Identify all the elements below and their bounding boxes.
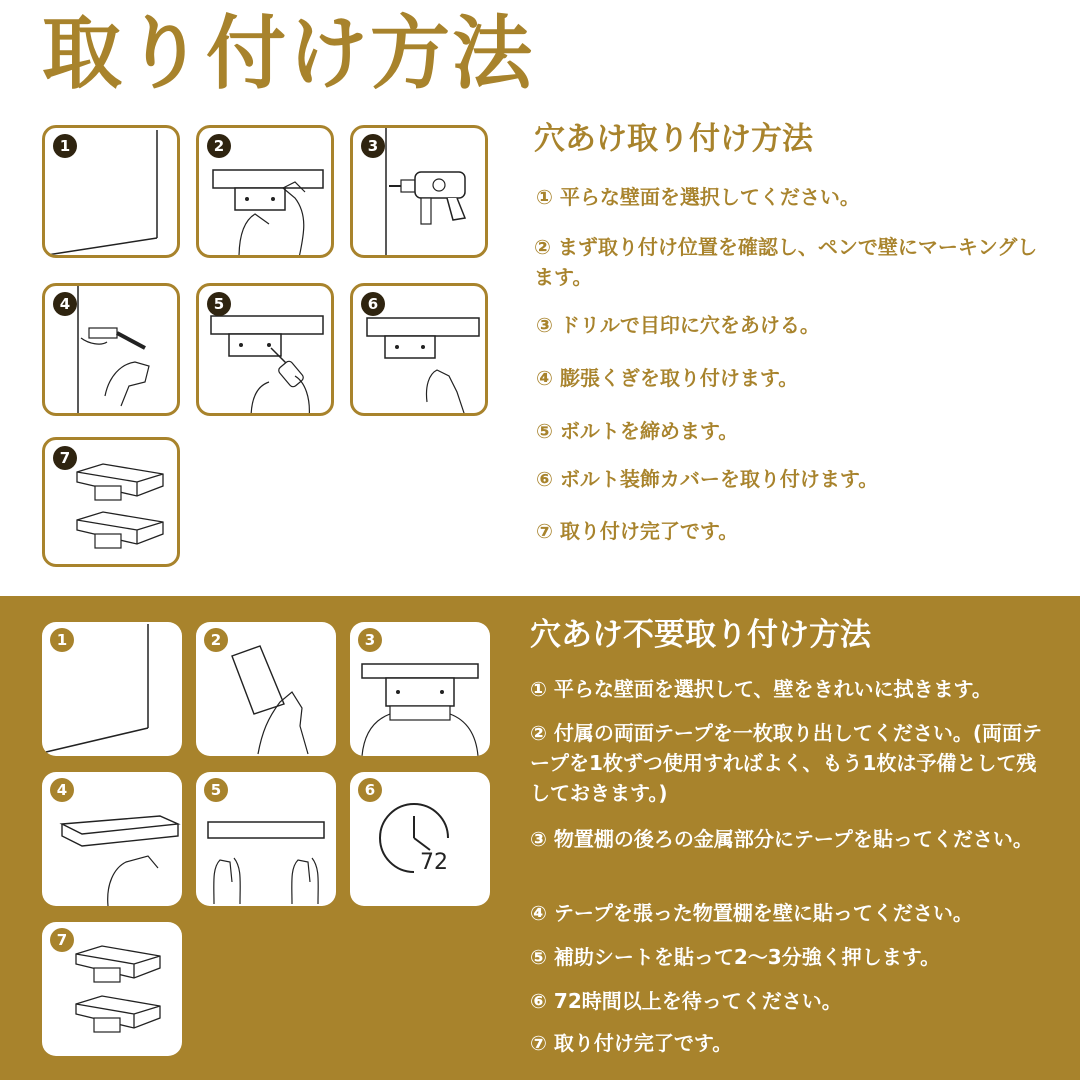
step-number-badge: 4 [53, 292, 77, 316]
drill-step-1: ① 平らな壁面を選択してください。 [536, 185, 860, 209]
nodrill-step-4: ④ テープを張った物置棚を壁に貼ってください。 [530, 901, 973, 925]
nodrill-panel-5 [196, 772, 336, 906]
drill-panel-2 [196, 125, 334, 258]
step-number-badge: 6 [358, 778, 382, 802]
drill-step-6: ⑥ ボルト装飾カバーを取り付けます。 [536, 467, 879, 491]
nodrill-step-2: ② 付属の両面テープを一枚取り出してください。(両面テープを1枚ずつ使用すればよく、もう1枚は予備として残しておきます。) [530, 721, 1043, 805]
step-number-badge: 5 [204, 778, 228, 802]
nodrill-panel-1 [42, 622, 182, 756]
nodrill-panel-4 [42, 772, 182, 906]
nodrill-step-1: ① 平らな壁面を選択して、壁をきれいに拭きます。 [530, 677, 992, 701]
nodrill-panel-3 [350, 622, 490, 756]
drill-panel-7 [42, 437, 180, 567]
step-number-badge: 5 [207, 292, 231, 316]
step-number-badge: 2 [204, 628, 228, 652]
drill-step-4: ④ 膨張くぎを取り付けます。 [536, 366, 799, 390]
step-number-badge: 4 [50, 778, 74, 802]
drill-panel-3 [350, 125, 488, 258]
step-number-badge: 3 [361, 134, 385, 158]
nodrill-step-3: ③ 物置棚の後ろの金属部分にテープを貼ってください。 [530, 827, 1033, 851]
nodrill-step-5: ⑤ 補助シートを貼って2〜3分強く押します。 [530, 945, 941, 969]
step-number-badge: 2 [207, 134, 231, 158]
drill-step-3: ③ ドリルで目印に穴をあける。 [536, 313, 820, 337]
nodrill-section-title: 穴あけ不要取り付け方法 [530, 617, 871, 653]
drill-panel-5 [196, 283, 334, 416]
step-number-badge: 1 [53, 134, 77, 158]
drill-step-2: ② まず取り付け位置を確認し、ペンで壁にマーキングします。 [534, 235, 1038, 289]
drill-panel-1 [42, 125, 180, 258]
drill-section-title: 穴あけ取り付け方法 [534, 121, 813, 157]
step-number-badge: 3 [358, 628, 382, 652]
step-number-badge: 6 [361, 292, 385, 316]
step-number-badge: 7 [50, 928, 74, 952]
drill-step-7: ⑦ 取り付け完了です。 [536, 519, 739, 543]
clock-label: 72 [420, 850, 448, 875]
drill-panel-4 [42, 283, 180, 416]
nodrill-panel-2 [196, 622, 336, 756]
drill-panel-6 [350, 283, 488, 416]
nodrill-panel-7 [42, 922, 182, 1056]
nodrill-step-7: ⑦ 取り付け完了です。 [530, 1031, 733, 1055]
step-number-badge: 1 [50, 628, 74, 652]
page-title: 取り付け方法 [42, 7, 534, 100]
drill-step-5: ⑤ ボルトを締めます。 [536, 419, 739, 443]
nodrill-step-6: ⑥ 72時間以上を待ってください。 [530, 989, 842, 1013]
nodrill-panel-6 [350, 772, 490, 906]
step-number-badge: 7 [53, 446, 77, 470]
